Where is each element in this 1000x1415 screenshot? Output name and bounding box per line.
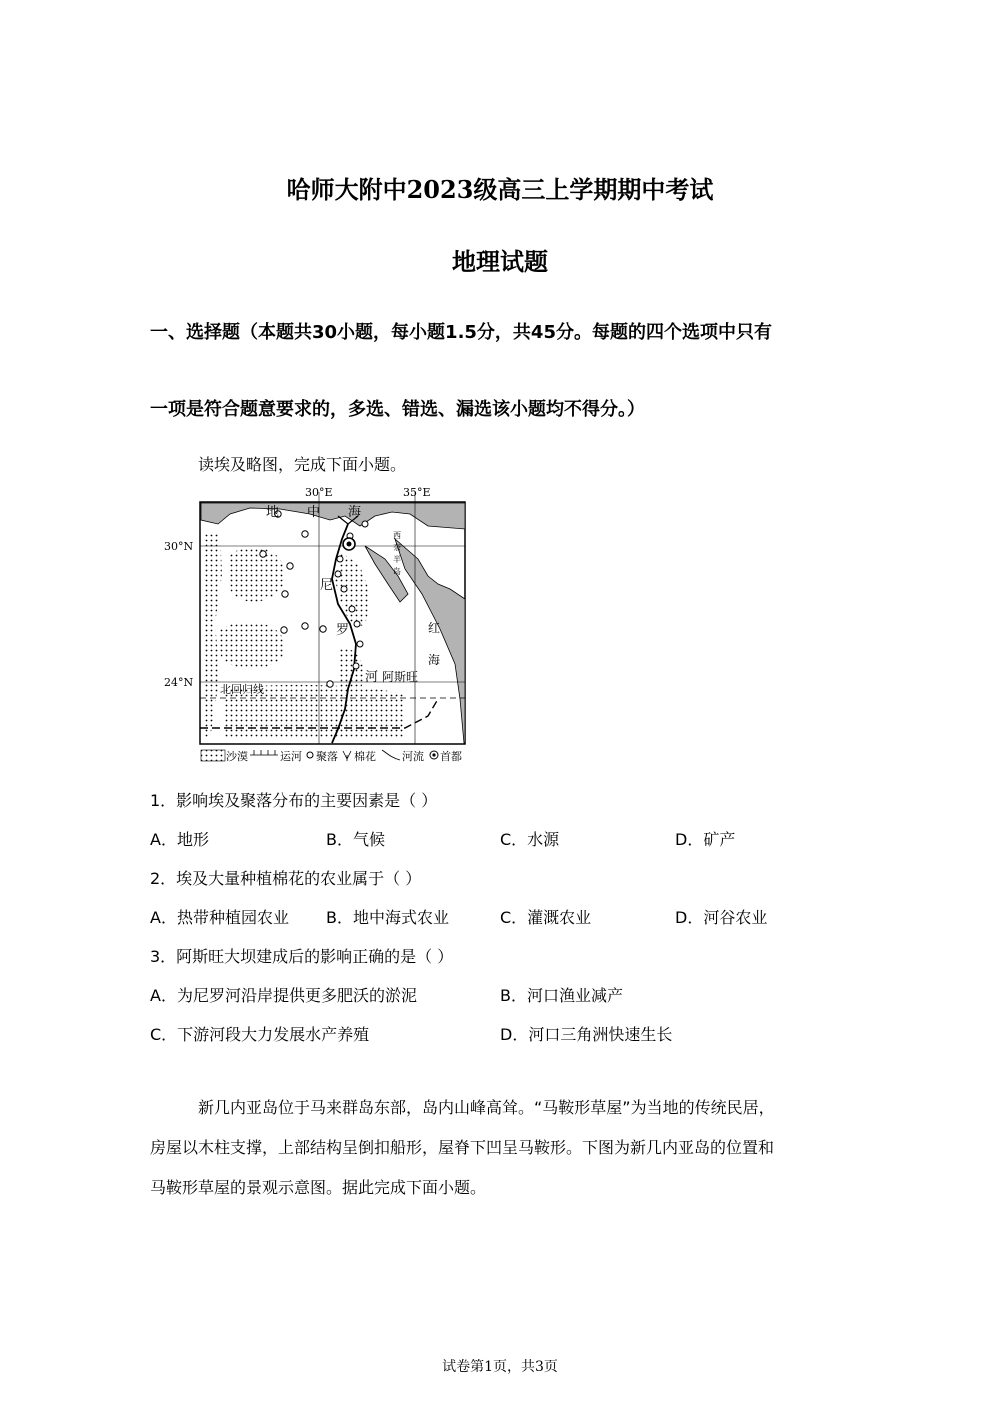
lat-label-30: 30°N [164,540,194,553]
legend-canal: 运河 [280,750,302,763]
map-legend [201,749,462,763]
question-2-option-b[interactable]: B．地中海式农业 [326,908,449,927]
section-heading-line1: 一、选择题（本题共30小题，每小题1.5分，共45分。每题的四个选项中只有 [150,322,772,343]
tropic-label: 北回归线 [220,683,264,696]
question-1-option-b[interactable]: B．气候 [326,830,385,849]
nile-char-2: 罗 [336,623,350,638]
lon-label-30: 30°E [305,486,333,499]
question-2-stem: 2．埃及大量种植棉花的农业属于（ ） [150,869,422,888]
question-1-stem: 1．影响埃及聚落分布的主要因素是（ ） [150,791,438,810]
question-3-option-c[interactable]: C．下游河段大力发展水产养殖 [150,1025,370,1044]
sinai-char-2: 奈 [393,543,401,552]
section-heading-line2: 一项是符合题意要求的，多选、错选、漏选该小题均不得分。） [150,399,645,420]
sinai-char-4: 岛 [393,567,401,576]
passage1-intro: 读埃及略图，完成下面小题。 [198,455,407,474]
egypt-map [160,484,480,769]
legend-settlement: 聚落 [316,750,338,763]
sea-char-3: 海 [348,505,362,520]
question-3-option-d[interactable]: D．河口三角洲快速生长 [500,1025,673,1044]
nile-char-1: 尼 [320,578,334,593]
question-1-option-a[interactable]: A．地形 [150,830,209,849]
aswan-label: 阿斯旺 [382,670,419,684]
red-sea-char-2: 海 [428,653,441,667]
legend-river: 河流 [402,750,424,763]
lat-label-24: 24°N [164,676,194,689]
legend-cotton: 棉花 [354,750,376,763]
subject-title: 地理试题 [452,247,548,276]
legend-desert: 沙漠 [226,750,248,763]
question-2-option-c[interactable]: C．灌溉农业 [500,908,592,927]
passage2-line1: 新几内亚岛位于马来群岛东部，岛内山峰高耸。“马鞍形草屋”为当地的传统民居， [198,1098,775,1117]
question-3-option-a[interactable]: A．为尼罗河沿岸提供更多肥沃的淤泥 [150,986,417,1005]
sinai-char-3: 半 [393,555,401,564]
passage2 [150,1088,850,1208]
question-3-option-b[interactable]: B．河口渔业减产 [500,986,623,1005]
sea-char-2: 中 [307,505,321,520]
question-2-option-a[interactable]: A．热带种植园农业 [150,908,289,927]
red-sea-char-1: 红 [428,621,441,635]
page-footer: 试卷第1页，共3页 [442,1359,558,1375]
sea-char-1: 地 [266,505,280,520]
question-1-option-d[interactable]: D．矿产 [675,830,736,849]
question-1-option-c[interactable]: C．水源 [500,830,560,849]
exam-title: 哈师大附中2023级高三上学期期中考试 [286,175,714,204]
lon-label-35: 35°E [403,486,431,499]
passage2-line3: 马鞍形草屋的景观示意图。据此完成下面小题。 [150,1178,487,1197]
passage2-line2: 房屋以木柱支撑，上部结构呈倒扣船形，屋脊下凹呈马鞍形。下图为新几内亚岛的位置和 [150,1138,775,1157]
nile-char-3: 河 [365,670,379,685]
sinai-char-1: 西 [393,531,401,540]
question-2-option-d[interactable]: D．河谷农业 [675,908,768,927]
legend-capital: 首都 [440,750,462,763]
question-3-stem: 3．阿斯旺大坝建成后的影响正确的是（ ） [150,947,454,966]
